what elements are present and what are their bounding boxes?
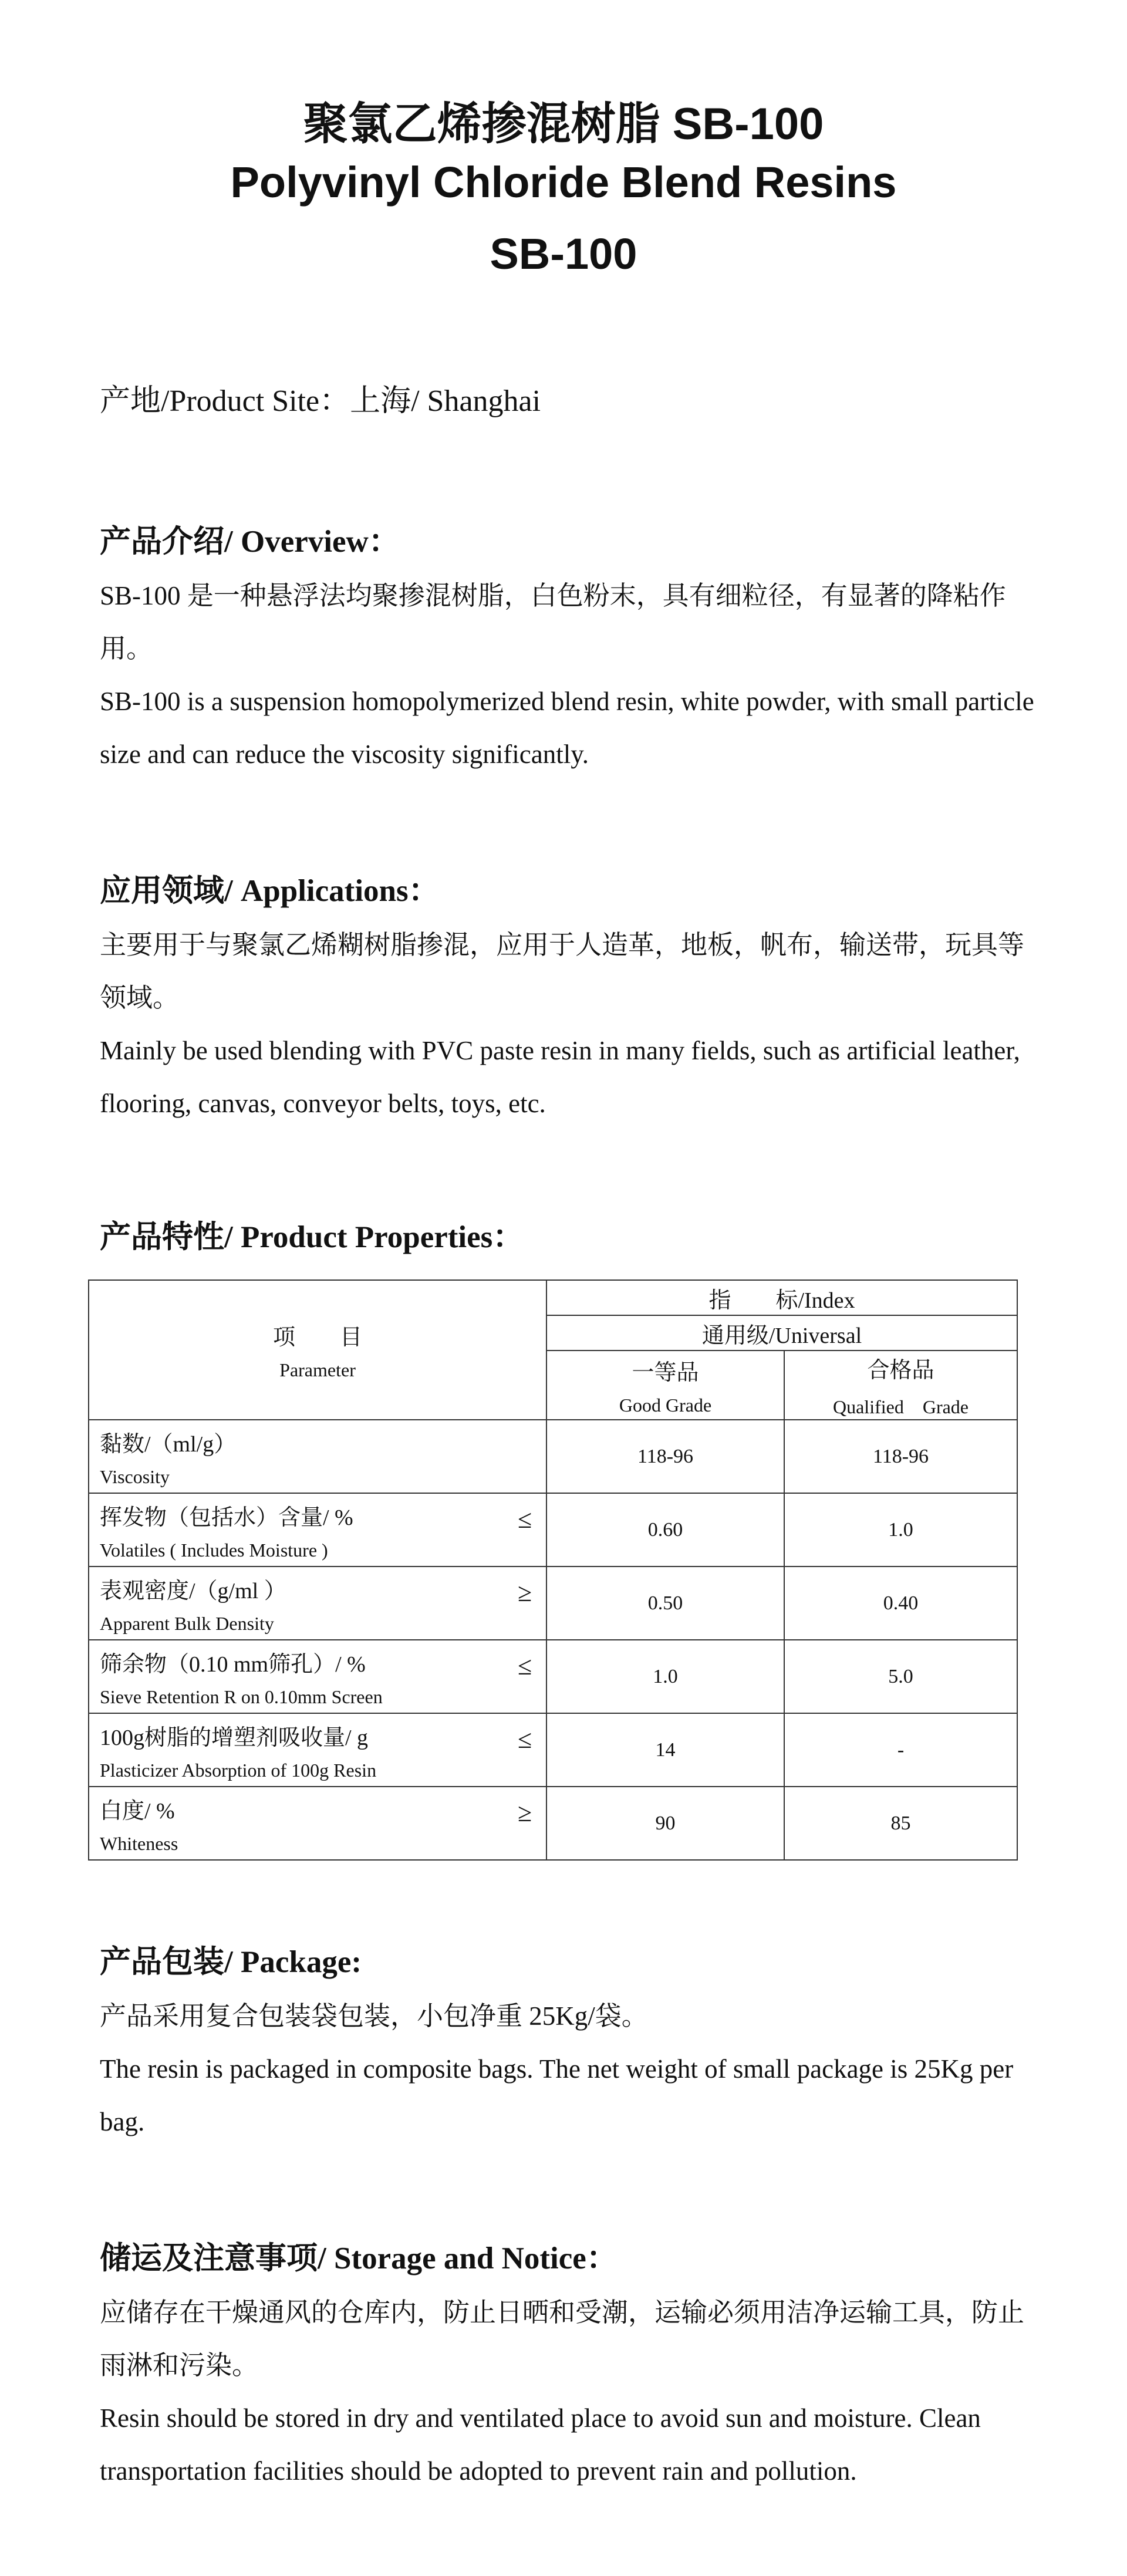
table-header-row: [89, 1280, 1017, 1315]
parameter-cn: 100g树脂的增塑剂吸收量/ g: [100, 1725, 369, 1750]
applications-text-cn: 主要用于与聚氯乙烯糊树脂掺混，应用于人造革，地板，帆布，输送带，玩具等领域。: [100, 930, 1025, 1012]
limit-symbol: ≤: [517, 1505, 532, 1534]
parameter-header-cn: 项 目: [272, 1325, 362, 1350]
parameter-en: Sieve Retention R on 0.10mm Screen: [100, 1686, 383, 1707]
good-grade-value: 14: [546, 1713, 784, 1787]
properties-heading: 产品特性/ Product Properties：: [100, 1220, 524, 1254]
good-grade-value: 118-96: [546, 1420, 784, 1493]
parameter-cn: 黏数/（ml/g）: [100, 1432, 237, 1457]
qualified-grade-value: 5.0: [784, 1640, 1017, 1713]
title-english: Polyvinyl Chloride Blend Resins: [230, 158, 897, 207]
storage-heading: 储运及注意事项/ Storage and Notice：: [100, 2241, 618, 2275]
package-text-en: The resin is packaged in composite bags. The net weight of small package is 25Kg per bag.: [100, 2054, 1014, 2136]
parameter-cell: [89, 1566, 546, 1640]
parameter-cell: [89, 1787, 546, 1860]
good-grade-value: 0.60: [546, 1493, 784, 1566]
package-text-cn: 产品采用复合包装袋包装，小包净重 25Kg/袋。: [100, 2001, 648, 2031]
product-site: 产地/Product Site：上海/ Shanghai: [100, 384, 541, 418]
overview-heading: 产品介绍/ Overview：: [100, 525, 400, 559]
parameter-cell: [89, 1420, 546, 1493]
properties-table: [88, 1279, 1018, 1861]
limit-symbol: ≥: [517, 1798, 532, 1827]
limit-symbol: ≤: [517, 1652, 532, 1680]
parameter-header-en: Parameter: [279, 1359, 356, 1380]
table-row: [89, 1713, 1017, 1787]
good-grade-en: Good Grade: [619, 1395, 712, 1416]
applications-text-en: Mainly be used blending with PVC paste resin in many fields, such as artificial leather, flooring, canvas, conveyor belts, toys, etc.: [100, 1036, 1020, 1118]
overview-text-en: SB-100 is a suspension homopolymerized blend resin, white powder, with small particle size and can reduce the viscosity significantly.: [100, 687, 1034, 769]
parameter-en: Volatiles ( Includes Moisture ): [100, 1539, 328, 1561]
good-grade-value: 90: [546, 1787, 784, 1860]
overview-text-cn: SB-100 是一种悬浮法均聚掺混树脂，白色粉末，具有细粒径，有显著的降粘作用。: [100, 581, 1006, 663]
qualified-grade-value: 85: [784, 1787, 1017, 1860]
parameter-cn: 筛余物（0.10 mm筛孔）/ %: [100, 1652, 366, 1677]
applications-heading: 应用领域/ Applications：: [100, 874, 440, 908]
qualified-grade-value: 0.40: [784, 1566, 1017, 1640]
storage-text-en: Resin should be stored in dry and ventilated place to avoid sun and moisture. Clean transportation facilities should be adopted to prevent rain and pollution.: [100, 2403, 981, 2486]
good-grade-value: 1.0: [546, 1640, 784, 1713]
qualified-grade-value: 1.0: [784, 1493, 1017, 1566]
universal-header: 通用级/Universal: [546, 1315, 1017, 1351]
table-row: [89, 1566, 1017, 1640]
parameter-cell: [89, 1493, 546, 1566]
qualified-grade-header: [784, 1351, 1017, 1420]
qualified-grade-value: -: [784, 1713, 1017, 1787]
parameter-cn: 挥发物（包括水）含量/ %: [100, 1505, 353, 1530]
title-chinese: 聚氯乙烯掺混树脂 SB-100: [303, 99, 824, 149]
good-grade-value: 0.50: [546, 1566, 784, 1640]
parameter-cn: 白度/ %: [100, 1798, 175, 1824]
parameter-en: Apparent Bulk Density: [100, 1612, 274, 1634]
qualified-grade-cn: 合格品: [867, 1358, 934, 1383]
parameter-cn: 表观密度/（g/ml ）: [100, 1578, 286, 1603]
parameter-cell: [89, 1713, 546, 1787]
package-heading: 产品包装/ Package:: [100, 1945, 362, 1979]
table-row: [89, 1493, 1017, 1566]
table-row: [89, 1640, 1017, 1713]
parameter-en: Whiteness: [100, 1832, 178, 1854]
good-grade-header: [546, 1351, 784, 1420]
good-grade-cn: 一等品: [632, 1360, 699, 1385]
table-row: [89, 1787, 1017, 1860]
parameter-header-cell: [89, 1280, 546, 1420]
limit-symbol: ≤: [517, 1725, 532, 1754]
table-row: [89, 1420, 1017, 1493]
parameter-cell: [89, 1640, 546, 1713]
index-header: 指 标/Index: [546, 1280, 1017, 1315]
title-model: SB-100: [490, 229, 637, 278]
limit-symbol: ≥: [517, 1578, 532, 1607]
qualified-grade-value: 118-96: [784, 1420, 1017, 1493]
qualified-grade-en: Qualified Grade: [832, 1396, 969, 1417]
storage-text-cn: 应储存在干燥通风的仓库内，防止日晒和受潮，运输必须用洁净运输工具，防止雨淋和污染。: [100, 2298, 1025, 2380]
parameter-en: Viscosity: [100, 1466, 170, 1487]
parameter-en: Plasticizer Absorption of 100g Resin: [100, 1759, 377, 1781]
